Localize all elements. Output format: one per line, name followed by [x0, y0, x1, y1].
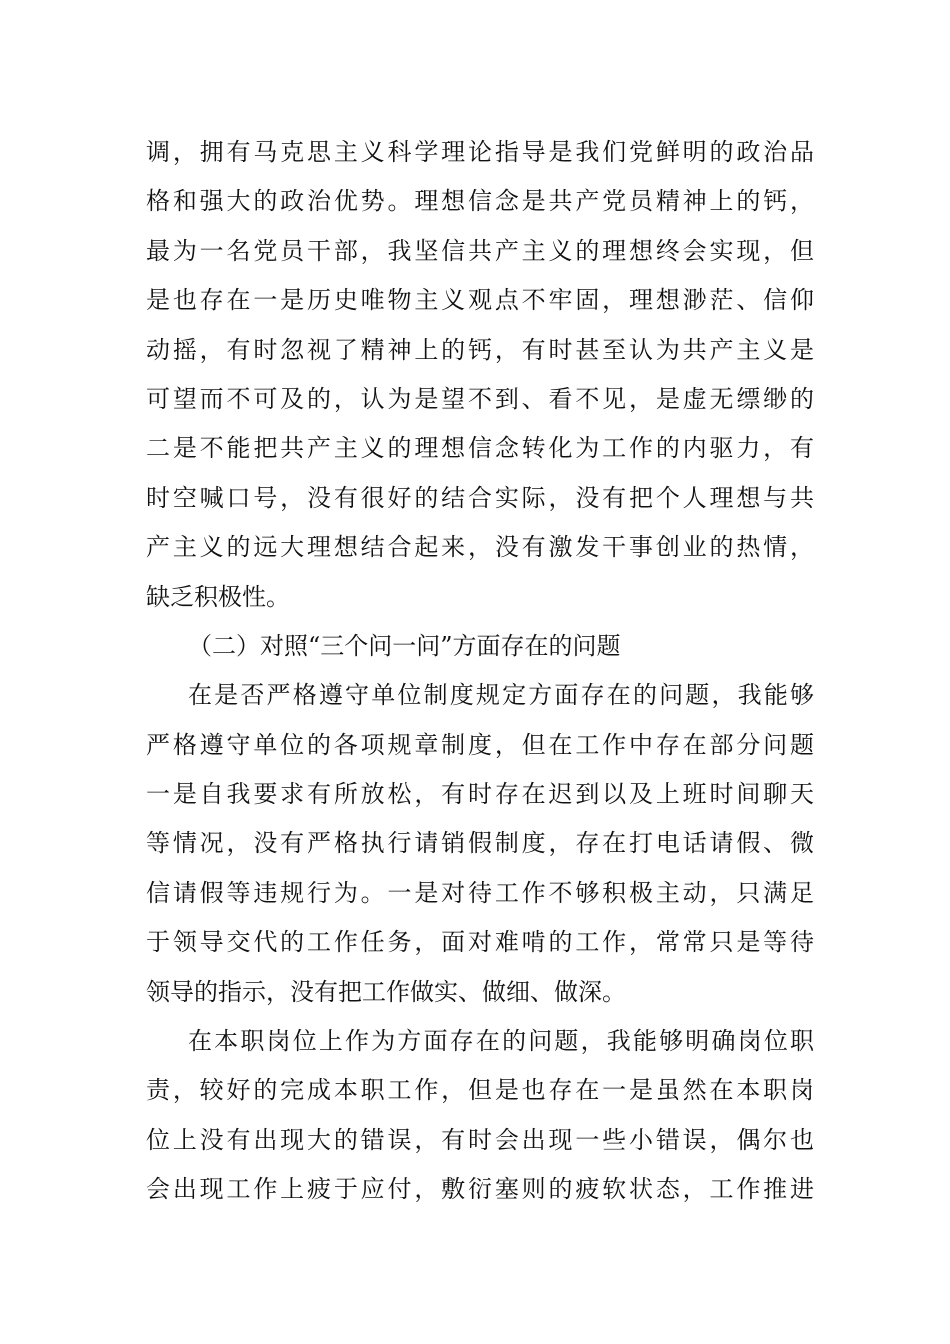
text-line: 责，较好的完成本职工作，但是也存在一是虽然在本职岗 — [146, 1076, 814, 1105]
text-line: 会出现工作上疲于应付，敷衍塞则的疲软状态，工作推进 — [146, 1175, 814, 1204]
text-line: 二是不能把共产主义的理想信念转化为工作的内驱力，有 — [146, 434, 814, 463]
text-line: 是也存在一是历史唯物主义观点不牢固，理想渺茫、信仰 — [146, 286, 814, 315]
text-line: 在是否严格遵守单位制度规定方面存在的问题，我能够 — [188, 681, 814, 710]
section-heading: （二）对照“三个问一问”方面存在的问题 — [188, 631, 621, 660]
text-line: 于领导交代的工作任务，面对难啃的工作，常常只是等待 — [146, 928, 814, 957]
text-line: 最为一名党员干部，我坚信共产主义的理想终会实现，但 — [146, 236, 814, 265]
text-line: 一是自我要求有所放松，有时存在迟到以及上班时间聊天 — [146, 780, 814, 809]
text-line: 产主义的远大理想结合起来，没有激发干事创业的热情， — [146, 533, 814, 562]
document-body — [146, 128, 814, 1215]
text-line: 严格遵守单位的各项规章制度，但在工作中存在部分问题 — [146, 730, 814, 759]
text-line: 动摇，有时忽视了精神上的钙，有时甚至认为共产主义是 — [146, 335, 814, 364]
text-line: 调，拥有马克思主义科学理论指导是我们党鲜明的政治品 — [146, 138, 814, 166]
text-line: 信请假等违规行为。一是对待工作不够积极主动，只满足 — [146, 878, 814, 907]
text-line: 时空喊口号，没有很好的结合实际，没有把个人理想与共 — [146, 483, 814, 512]
text-line: 缺乏积极性。 — [146, 582, 290, 611]
text-line: 位上没有出现大的错误，有时会出现一些小错误，偶尔也 — [146, 1125, 814, 1154]
text-line: 等情况，没有严格执行请销假制度，存在打电话请假、微 — [146, 829, 814, 858]
text-line: 领导的指示，没有把工作做实、做细、做深。 — [146, 977, 626, 1006]
text-line: 可望而不可及的，认为是望不到、看不见，是虚无缥缈的 — [146, 384, 814, 413]
text-line: 在本职岗位上作为方面存在的问题，我能够明确岗位职 — [188, 1027, 814, 1056]
text-line: 格和强大的政治优势。理想信念是共产党员精神上的钙， — [146, 187, 814, 216]
